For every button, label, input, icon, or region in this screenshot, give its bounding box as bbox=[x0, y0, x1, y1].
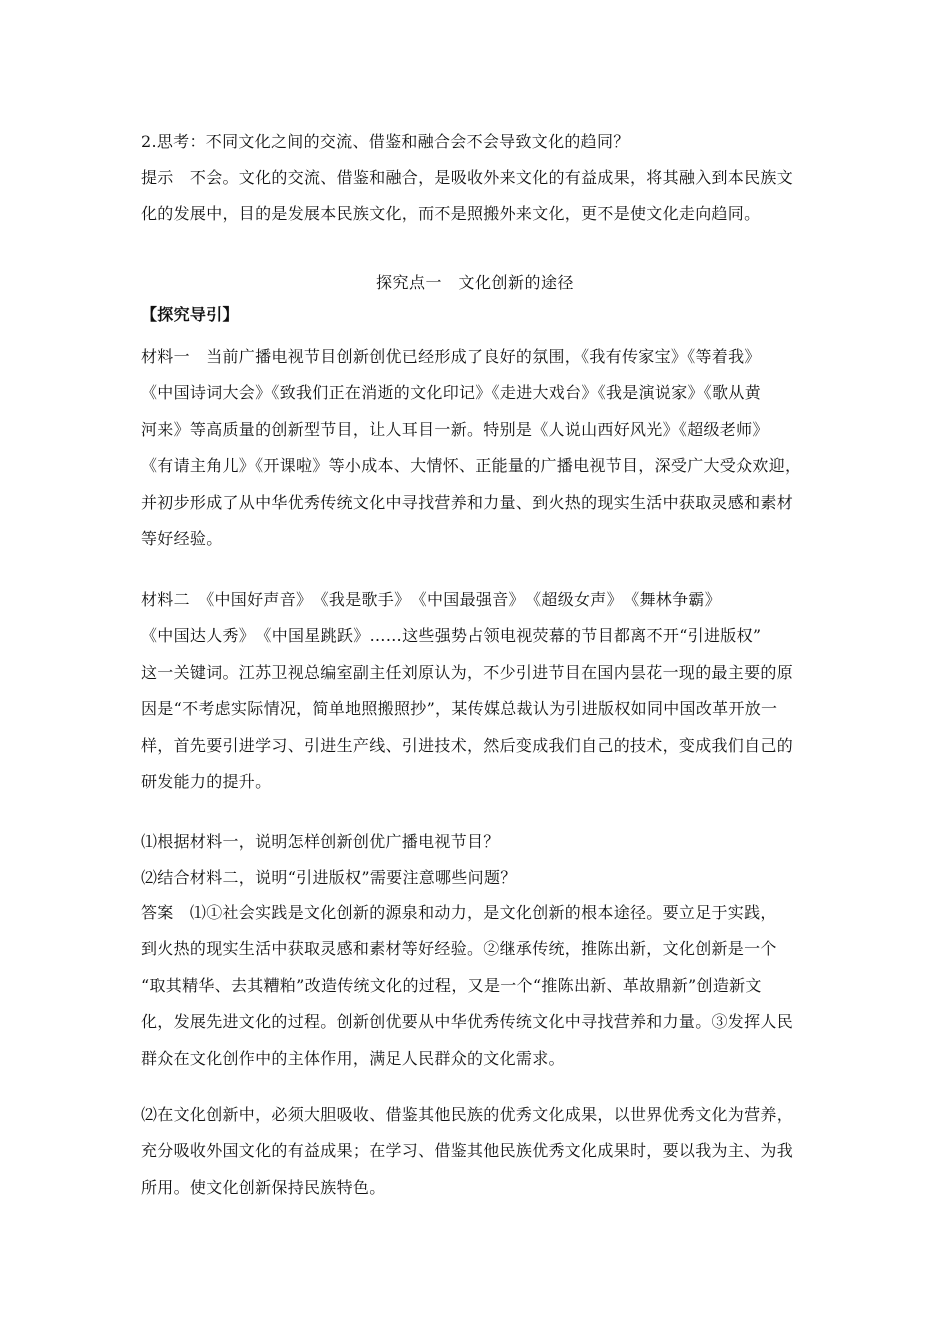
material-two-line: 《中国达人秀》 《中国星跳跃》……这些强势占领电视荧幕的节目都离不开“引进版权” bbox=[141, 626, 762, 646]
section-title: 探究点一 文化创新的途径 bbox=[375, 273, 574, 292]
answer-line: ⑵在文化创新中，必须大胆吸收、借鉴其他民族的优秀文化成果，以世界优秀文化为营养， bbox=[141, 1105, 794, 1124]
material-one bbox=[141, 339, 811, 557]
material-two-line: 研发能力的提升。 bbox=[141, 771, 272, 791]
material-two-line: 材料二 《中国好声音》 《我是歌手》 《中国最强音》 《超级女声》 《舞林争霸》 bbox=[141, 590, 722, 609]
tip-paragraph bbox=[141, 160, 811, 233]
answer-line: 充分吸收外国文化的有益成果；在学习、借鉴其他民族优秀文化成果时，要以我为主、为我 bbox=[141, 1141, 794, 1161]
material-one-line: 河来》等高质量的创新型节目，让人耳目一新。特别是《人说山西好风光》《超级老师》 bbox=[141, 419, 769, 439]
tip-line: 化的发展中，目的是发展本民族文化，而不是照搬外来文化，更不是使文化走向趋同。 bbox=[141, 204, 761, 224]
question-line: ⑴根据材料一，说明怎样创新创优广播电视节目？ bbox=[141, 832, 500, 851]
answer-part-one bbox=[141, 895, 811, 1077]
answer-line: 所用。使文化创新保持民族特色。 bbox=[141, 1177, 386, 1197]
answer-line: 化，发展先进文化的过程。创新创优要从中华优秀传统文化中寻找营养和力量。③发挥人民 bbox=[141, 1012, 794, 1032]
material-two-line: 这一关键词。江苏卫视总编室副主任刘原认为，不少引进节目在国内昙花一现的最主要的原 bbox=[141, 662, 794, 682]
material-one-line: 材料一 当前广播电视节目创新创优已经形成了良好的氛围，《我有传家宝》《等着我》 bbox=[141, 347, 761, 366]
material-one-line: 等好经验。 bbox=[141, 528, 223, 548]
material-one-line: 《中国诗词大会》《致我们正在消逝的文化印记》《走进大戏台》《我是演说家》《歌从黄 bbox=[141, 383, 762, 403]
questions bbox=[141, 824, 811, 897]
question-2 bbox=[141, 124, 811, 160]
question-2-line: 2.思考：不同文化之间的交流、借鉴和融合会不会导致文化的趋同？ bbox=[141, 132, 630, 151]
answer-line: “取其精华、去其糟粕”改造传统文化的过程，又是一个“推陈出新、革故鼎新”创造新文 bbox=[141, 975, 762, 995]
answer-line: 答案 ⑴①社会实践是文化创新的源泉和动力，是文化创新的根本途径。要立足于实践， bbox=[141, 903, 777, 922]
answer-part-two bbox=[141, 1097, 811, 1206]
material-one-line: 《有请主角儿》《开课啦》等小成本、大情怀、正能量的广播电视节目，深受广大受众欢迎， bbox=[141, 456, 802, 476]
answer-line: 群众在文化创作中的主体作用，满足人民群众的文化需求。 bbox=[141, 1048, 565, 1068]
material-two-line: 样，首先要引进学习、引进生产线、引进技术，然后变成我们自己的技术，变成我们自己的 bbox=[141, 735, 794, 755]
material-two bbox=[141, 582, 811, 800]
question-line: ⑵结合材料二，说明“引进版权”需要注意哪些问题？ bbox=[141, 868, 517, 888]
answer-line: 到火热的现实生活中获取灵感和素材等好经验。②继承传统，推陈出新，文化创新是一个 bbox=[141, 939, 777, 959]
guide-tag: 【探究导引】 bbox=[141, 305, 239, 324]
material-one-line: 并初步形成了从中华优秀传统文化中寻找营养和力量、到火热的现实生活中获取灵感和素材 bbox=[141, 492, 794, 512]
material-two-line: 因是“不考虑实际情况，简单地照搬照抄”，某传媒总裁认为引进版权如同中国改革开放一 bbox=[141, 699, 778, 719]
tip-line: 提示 不会。文化的交流、借鉴和融合，是吸收外来文化的有益成果，将其融入到本民族文 bbox=[141, 168, 794, 187]
